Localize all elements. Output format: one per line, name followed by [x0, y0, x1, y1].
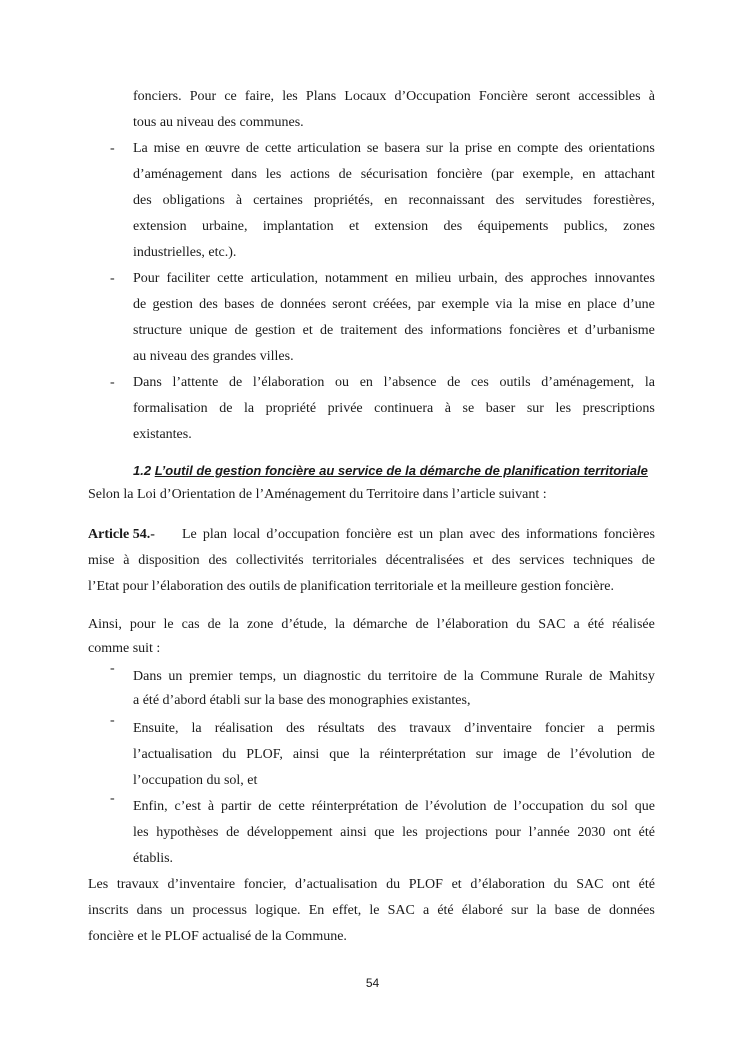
word: la — [334, 617, 345, 632]
word: SAC — [387, 903, 415, 918]
word: forestières, — [593, 193, 655, 208]
word: de — [415, 617, 429, 632]
word: ont — [613, 825, 631, 840]
word: l’année — [528, 825, 570, 840]
word: plan — [202, 527, 227, 542]
word: des — [199, 297, 218, 312]
word: Dans — [133, 375, 162, 390]
word: milieu — [415, 271, 452, 286]
word: que — [374, 825, 395, 840]
section-heading — [133, 463, 648, 478]
word: premier — [189, 669, 233, 684]
bullet-dash: - — [110, 661, 115, 676]
word: du — [516, 617, 531, 632]
word: de — [443, 669, 457, 684]
word: cas — [181, 617, 200, 632]
word: La — [133, 141, 148, 156]
word: image — [502, 747, 538, 762]
text-line: industrielles, etc.). — [133, 245, 237, 260]
word: Plans — [305, 89, 337, 104]
word: SAC — [576, 877, 604, 892]
word: En — [308, 903, 325, 918]
word: données — [280, 297, 327, 312]
word: seront — [535, 89, 571, 104]
word: à — [207, 799, 215, 814]
word: Ainsi, — [88, 617, 122, 632]
word: l’attente — [172, 375, 219, 390]
word: orientations — [588, 141, 655, 156]
word: réalisation — [214, 721, 274, 736]
text-line: l’occupation du sol, et — [133, 773, 258, 788]
word: ou — [335, 375, 350, 390]
word: le — [163, 617, 174, 632]
word: l’absence — [383, 375, 437, 390]
word: propriété — [265, 401, 317, 416]
word: travaux — [409, 721, 452, 736]
word: des — [501, 527, 520, 542]
word: foncières — [509, 323, 561, 338]
word: Pour — [133, 271, 160, 286]
word: résultats — [317, 721, 365, 736]
text-line: établis. — [133, 851, 174, 866]
word: structure — [133, 323, 182, 338]
word: de — [234, 323, 248, 338]
word: de — [547, 747, 561, 762]
text-line — [133, 400, 655, 417]
word: a — [597, 721, 604, 736]
word: démarche — [353, 617, 408, 632]
text-line — [133, 140, 655, 157]
word: articulation, — [250, 271, 318, 286]
word: l’actualisation — [133, 747, 213, 762]
bullet-dash: - — [110, 271, 115, 286]
word: d’inventaire — [464, 721, 532, 736]
word: unique — [189, 323, 228, 338]
word: des — [564, 141, 583, 156]
word: de — [493, 799, 507, 814]
word: continuera — [374, 401, 434, 416]
word: en — [582, 167, 596, 182]
word: de — [338, 167, 352, 182]
word: dans — [136, 903, 163, 918]
word: prise — [464, 141, 493, 156]
word: la — [644, 375, 655, 390]
bullet-dash: - — [110, 791, 115, 806]
word: (par — [491, 167, 514, 182]
word: à — [123, 553, 130, 568]
word: extension — [374, 219, 429, 234]
word: la — [449, 141, 460, 156]
word: ainsi — [340, 825, 367, 840]
word: été — [437, 903, 454, 918]
text-line — [133, 824, 655, 841]
word: avec — [469, 527, 496, 542]
word: zones — [623, 219, 655, 234]
word: cette — [217, 271, 244, 286]
word: et — [302, 323, 313, 338]
word: est — [397, 527, 414, 542]
text-line — [88, 552, 655, 569]
word: de — [226, 825, 240, 840]
word: et — [472, 553, 483, 568]
word: Pour — [189, 89, 217, 104]
word: un — [168, 669, 183, 684]
word: permis — [616, 721, 655, 736]
text-line — [133, 720, 655, 737]
page-number: 54 — [365, 976, 380, 990]
word: que — [329, 747, 350, 762]
word: à — [444, 401, 451, 416]
text-line — [88, 876, 655, 893]
word: foncier — [544, 721, 585, 736]
word: se — [462, 401, 475, 416]
word: sur — [426, 141, 444, 156]
text-line — [88, 616, 655, 633]
word: accessibles — [578, 89, 641, 104]
word: cette — [278, 799, 305, 814]
word: et — [567, 323, 578, 338]
word: les — [265, 167, 282, 182]
word: fonciers. — [133, 89, 182, 104]
word: été — [587, 617, 605, 632]
word: publics, — [563, 219, 608, 234]
word: a — [422, 903, 430, 918]
text-line: tous au niveau des communes. — [133, 115, 304, 130]
word: plan — [439, 527, 464, 542]
word: d’actualisation — [295, 877, 378, 892]
text-line — [133, 218, 655, 235]
word: actions — [290, 167, 330, 182]
word: le — [369, 903, 380, 918]
word: la — [228, 617, 239, 632]
word: formalisation — [133, 401, 208, 416]
word: de — [133, 297, 147, 312]
text-line — [133, 192, 655, 209]
word: la — [463, 669, 474, 684]
word: des — [443, 219, 463, 234]
word: réinterprétation — [379, 747, 466, 762]
word: du — [367, 669, 382, 684]
text-line — [133, 374, 655, 391]
word: un — [419, 527, 434, 542]
word: servitudes — [525, 193, 583, 208]
word: été — [638, 877, 655, 892]
word: des — [133, 193, 152, 208]
word: disposition — [138, 553, 200, 568]
text-line — [133, 798, 655, 815]
word: d’occupation — [266, 527, 340, 542]
word: sol — [611, 799, 628, 814]
word: faciliter — [166, 271, 211, 286]
word: des — [377, 721, 397, 736]
word: propriétés, — [313, 193, 374, 208]
word: l’évolution — [425, 799, 487, 814]
word: l’élaboration — [252, 375, 325, 390]
word: un — [282, 669, 297, 684]
section-number: 1.2 — [133, 463, 152, 478]
word: d’aménagement, — [541, 375, 635, 390]
text-line: Selon la Loi d’Orientation de l’Aménagement du Territoire dans l’article suivant : — [88, 487, 547, 502]
word: foncier, — [243, 877, 287, 892]
word: logique. — [255, 903, 301, 918]
word: Les — [88, 877, 109, 892]
word: de — [245, 141, 260, 156]
word: réinterprétation — [311, 799, 399, 814]
word: de — [587, 903, 601, 918]
word: seront — [332, 297, 367, 312]
word: de — [258, 799, 272, 814]
word: extension — [133, 219, 187, 234]
text-line — [133, 746, 655, 763]
word: innovantes — [594, 271, 655, 286]
word: faire, — [244, 89, 275, 104]
word: Enfin, — [133, 799, 168, 814]
word: en — [498, 141, 512, 156]
word: du — [222, 747, 237, 762]
word: l’évolution — [570, 747, 632, 762]
word: exemple — [441, 297, 490, 312]
word: sécurisation — [360, 167, 428, 182]
text-line: au niveau des grandes villes. — [133, 349, 294, 364]
bullet-dash: - — [110, 141, 115, 156]
word: que — [634, 799, 655, 814]
word: Rurale — [545, 669, 583, 684]
text-line — [133, 88, 655, 105]
word: en — [567, 297, 581, 312]
word: d’Occupation — [394, 89, 471, 104]
word: local — [233, 527, 261, 542]
word: urbaine, — [202, 219, 248, 234]
text-line — [133, 668, 655, 685]
word: les — [555, 401, 572, 416]
word: ces — [470, 375, 489, 390]
word: temps, — [239, 669, 277, 684]
word: et — [451, 877, 462, 892]
word: obligations — [162, 193, 225, 208]
word: a — [573, 617, 580, 632]
word: la — [191, 721, 202, 736]
word: pour — [495, 825, 521, 840]
word: place — [587, 297, 617, 312]
word: sur — [526, 401, 544, 416]
text-line — [133, 296, 655, 313]
word: œuvre — [205, 141, 241, 156]
word: inscrits — [88, 903, 129, 918]
word: traitement — [340, 323, 398, 338]
word: en — [359, 375, 373, 390]
word: d’étude, — [281, 617, 327, 632]
word: 2030 — [577, 825, 606, 840]
text-line: comme suit : — [88, 641, 161, 656]
word: élaboré — [461, 903, 503, 918]
word: territoire — [388, 669, 438, 684]
word: services — [519, 553, 565, 568]
word: les — [402, 825, 418, 840]
word: gestion — [254, 323, 296, 338]
word: développement — [246, 825, 333, 840]
word: de — [228, 375, 243, 390]
bullet-dash: - — [110, 713, 115, 728]
word: basera — [384, 141, 421, 156]
word: collectivités — [235, 553, 304, 568]
word: informations — [525, 527, 598, 542]
word: du — [590, 799, 605, 814]
text-line: foncière et le PLOF actualisé de la Commune. — [88, 929, 347, 944]
word: zone — [246, 617, 274, 632]
word: d’urbanisme — [584, 323, 655, 338]
word: en — [185, 141, 200, 156]
word: la — [359, 747, 370, 762]
text-line — [133, 322, 655, 339]
word: un — [170, 903, 185, 918]
word: via — [495, 297, 513, 312]
word: en — [395, 271, 409, 286]
word: réalisée — [612, 617, 655, 632]
word: implantation — [262, 219, 334, 234]
word: d’inventaire — [167, 877, 236, 892]
word: d’aménagement — [133, 167, 223, 182]
word: des — [208, 553, 228, 568]
word: de — [404, 799, 419, 814]
word: diagnostic — [303, 669, 361, 684]
word: travaux — [116, 877, 159, 892]
word: foncière — [436, 167, 483, 182]
word: l’élaboration — [436, 617, 509, 632]
text-line: a été d’abord établi sur la base des monographies existantes, — [133, 693, 471, 708]
word: se — [366, 141, 379, 156]
word: d’élaboration — [470, 877, 545, 892]
word: c’est — [174, 799, 201, 814]
word: l’occupation — [513, 799, 584, 814]
bullet-dash: - — [110, 375, 115, 390]
text-line — [133, 166, 655, 183]
word: en — [384, 193, 398, 208]
word: du — [386, 877, 401, 892]
word: décentralisées — [385, 553, 465, 568]
word: et — [349, 219, 360, 234]
word: prescriptions — [582, 401, 655, 416]
word: territoriales — [312, 553, 377, 568]
word: mise — [535, 297, 562, 312]
text-line: l’Etat pour l’élaboration des outils de planification territoriale et la meilleure gestion foncière. — [88, 579, 614, 594]
word: la — [536, 903, 547, 918]
word: PLOF — [408, 877, 443, 892]
word: des — [495, 193, 515, 208]
word: d’une — [622, 297, 655, 312]
word: les — [282, 89, 298, 104]
word: Le — [182, 527, 197, 542]
word: PLOF, — [246, 747, 283, 762]
word: ainsi — [292, 747, 320, 762]
word: de — [260, 297, 274, 312]
word: urbain, — [458, 271, 498, 286]
word: Commune — [480, 669, 539, 684]
word: effet, — [332, 903, 362, 918]
word: de — [447, 375, 461, 390]
word: compte — [517, 141, 559, 156]
word: sur — [511, 903, 529, 918]
word: mise — [153, 141, 181, 156]
text-line — [133, 270, 655, 287]
word: ont — [612, 877, 631, 892]
word: Dans — [133, 669, 162, 684]
word: de — [207, 617, 221, 632]
word: des — [504, 271, 524, 286]
word: dans — [231, 167, 257, 182]
word: techniques — [573, 553, 633, 568]
word: base — [554, 903, 580, 918]
word: cette — [264, 141, 292, 156]
word: bases — [224, 297, 255, 312]
word: privée — [327, 401, 363, 416]
word: foncière — [345, 527, 392, 542]
word: de — [589, 669, 603, 684]
word: des — [286, 721, 305, 736]
word: reconnaissant — [408, 193, 485, 208]
word: partir — [221, 799, 252, 814]
word: à — [235, 193, 243, 208]
word: pour — [129, 617, 156, 632]
word: la — [518, 297, 529, 312]
word: Foncière — [478, 89, 528, 104]
word: de — [641, 747, 655, 762]
word: de — [219, 401, 233, 416]
word: ce — [224, 89, 237, 104]
section-title: L’outil de gestion foncière au service de la démarche de planification territoriale — [154, 463, 648, 478]
word: Mahitsy — [608, 669, 655, 684]
word: gestion — [152, 297, 193, 312]
word: projections — [425, 825, 488, 840]
word: processus — [192, 903, 247, 918]
word: baser — [485, 401, 516, 416]
word: certaines — [253, 193, 303, 208]
text-line — [182, 526, 655, 543]
word: exemple, — [522, 167, 574, 182]
word: les — [133, 825, 149, 840]
text-line: existantes. — [133, 427, 192, 442]
word: des — [491, 553, 511, 568]
word: informations — [430, 323, 502, 338]
word: notamment — [325, 271, 389, 286]
word: de — [641, 553, 655, 568]
word: de — [319, 323, 334, 338]
word: sur — [475, 747, 493, 762]
word: été — [638, 825, 655, 840]
word: Locaux — [344, 89, 387, 104]
text-line — [88, 902, 655, 919]
word: la — [243, 401, 255, 416]
word: équipements — [477, 219, 549, 234]
word: Ensuite, — [133, 721, 179, 736]
word: outils — [499, 375, 531, 390]
word: approches — [530, 271, 588, 286]
article-label: Article 54.- — [88, 527, 155, 542]
word: par — [417, 297, 436, 312]
word: SAC — [538, 617, 566, 632]
word: créées, — [372, 297, 412, 312]
word: données — [608, 903, 655, 918]
word: des — [404, 323, 424, 338]
word: à — [648, 89, 655, 104]
word: foncières — [603, 527, 655, 542]
word: mise — [88, 553, 115, 568]
word: hypothèses — [156, 825, 219, 840]
word: articulation — [297, 141, 361, 156]
word: attachant — [604, 167, 655, 182]
word: du — [553, 877, 568, 892]
